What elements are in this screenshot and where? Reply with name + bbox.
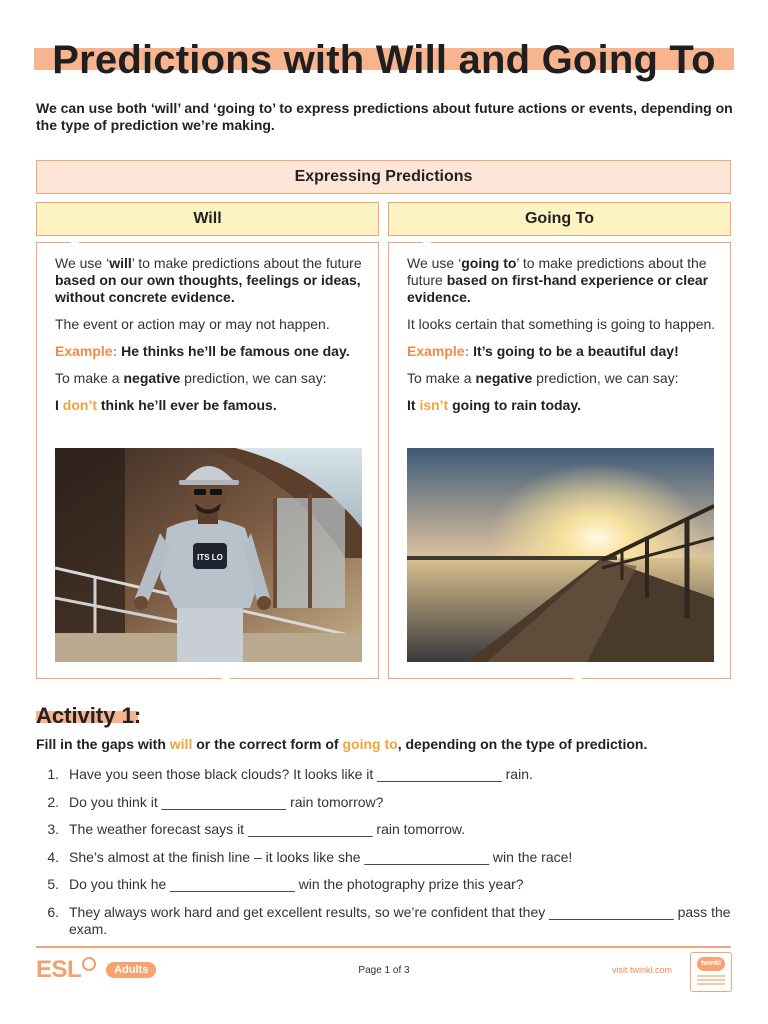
adults-badge: Adults [106, 962, 156, 978]
question-list [36, 766, 736, 948]
question-item [36, 766, 736, 783]
going-to-note: It looks certain that something is going to happen. [407, 316, 716, 332]
activity-instruction [36, 736, 736, 753]
will-heading-label: Will [193, 210, 222, 227]
text-run: , depending on the type of prediction. [397, 736, 648, 752]
will-negative-example [55, 397, 365, 414]
question-number: 6. [47, 903, 59, 920]
question-item [36, 876, 736, 893]
keyword-will: will [109, 255, 132, 271]
question-item [36, 849, 736, 866]
keyword-isnt: isn’t [419, 397, 449, 413]
text-run: prediction, we can say: [532, 370, 679, 386]
text-run: It [407, 397, 420, 413]
question-number: 4. [47, 848, 59, 865]
question-text: They always work hard and get excellent results, so we’re confident that they ________________ pass the exam. [69, 903, 731, 937]
keyword-will: will [169, 736, 193, 752]
text-run: To make a [407, 370, 476, 386]
table-header [36, 160, 731, 194]
question-text: Do you think it ________________ rain tomorrow? [69, 793, 384, 810]
going-to-example [407, 343, 717, 360]
question-text: The weather forecast says it ________________ rain tomorrow. [69, 821, 466, 837]
question-number: 5. [47, 876, 59, 892]
border-notch [423, 240, 431, 246]
going-to-negative-example [407, 397, 717, 414]
text-run-bold: based on our own thoughts, feelings or ideas, without concrete evidence. [55, 272, 361, 305]
man-photo-image [55, 448, 362, 662]
example-label: Example: [407, 343, 470, 359]
border-notch [574, 677, 582, 683]
going-to-heading-label: Going To [524, 210, 594, 227]
text-run: or the correct form of [192, 736, 343, 752]
text-run: I [55, 397, 63, 413]
will-column [36, 242, 379, 679]
text-run: ’ to make predictions about the future [407, 255, 707, 288]
question-item [36, 794, 736, 811]
twinkl-logo: twinkl [697, 957, 725, 971]
border-notch [222, 677, 230, 683]
will-note: The event or action may or may not happen. [55, 316, 330, 332]
title-block [34, 38, 734, 82]
sunset-pier-photo [407, 448, 714, 662]
going-to-column [388, 242, 731, 679]
sunset-pier-image [407, 448, 714, 662]
example-text: He thinks he’ll be famous one day. [117, 343, 350, 359]
text-run: think he’ll ever be famous. [97, 397, 277, 413]
question-number: 1. [47, 766, 59, 782]
text-run: We use ‘ [55, 255, 110, 271]
will-column-heading [36, 202, 379, 236]
question-item [36, 821, 736, 838]
text-run: ’ to make predictions about the future [131, 255, 362, 271]
page-title: Predictions with Will and Going To [52, 38, 716, 82]
will-negative [55, 370, 365, 387]
badge-lines [697, 975, 725, 977]
question-text: Do you think he ________________ win the photography prize this year? [69, 876, 524, 892]
going-to-negative [407, 370, 717, 387]
border-notch [71, 240, 79, 246]
hat-logo-text: ITS LO [197, 553, 223, 562]
page-number: Page 1 of 3 [358, 965, 410, 976]
text-run: To make a [55, 370, 124, 386]
visit-link[interactable]: visit twinkl.com [612, 965, 673, 975]
activity-title: Activity 1: [36, 703, 142, 728]
question-number: 3. [47, 821, 59, 837]
example-label: Example: [55, 343, 118, 359]
keyword-negative: negative [475, 370, 533, 386]
esl-logo-text: ESL [36, 956, 82, 983]
table-header-label: Expressing Predictions [294, 168, 473, 185]
going-to-column-heading [388, 202, 731, 236]
twinkl-quality-badge-icon [690, 952, 732, 992]
question-text: Have you seen those black clouds? It looks like it ________________ rain. [69, 766, 533, 782]
keyword-negative: negative [123, 370, 181, 386]
question-text: She’s almost at the finish line – it looks like she ________________ win the race! [69, 848, 573, 865]
question-number: 2. [47, 793, 59, 810]
activity-heading [36, 703, 236, 731]
text-run: going to rain today. [448, 397, 581, 413]
text-run: Fill in the gaps with [36, 736, 170, 752]
keyword-going-to: going to [342, 736, 398, 752]
question-item [36, 904, 736, 938]
going-to-definition [407, 255, 717, 306]
text-run: prediction, we can say: [180, 370, 327, 386]
example-text: It’s going to be a beautiful day! [469, 343, 679, 359]
keyword-dont: don’t [62, 397, 97, 413]
text-run-bold: based on first-hand experience or clear evidence. [407, 272, 709, 305]
intro-text: We can use both ‘will’ and ‘going to’ to express predictions about future actions or events, depending on the type of prediction we’re making. [36, 100, 733, 133]
will-definition [55, 255, 365, 306]
keyword-going-to: going to [461, 255, 517, 271]
going-to-column-text [407, 255, 717, 424]
will-example [55, 343, 365, 360]
text-run: We use ‘ [407, 255, 462, 271]
will-column-text [55, 255, 365, 424]
man-photo [55, 448, 362, 662]
footer-divider [36, 946, 731, 948]
